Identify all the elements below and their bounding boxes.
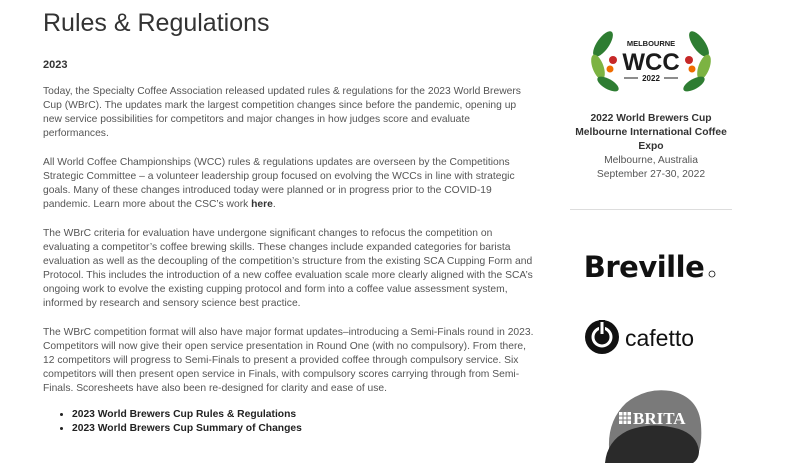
summary-of-changes-link[interactable]: • 2023 World Brewers Cup Summary of Changes (72, 422, 535, 436)
breville-logo[interactable] (570, 247, 732, 292)
brita-logo[interactable] (570, 385, 732, 470)
brita-wordmark: BRITA (633, 409, 686, 428)
paragraph-csc (43, 156, 535, 212)
paragraph-format: The WBrC competition format will also have major format updates–introducing a Semi-Finals round in 2023. Competitors will now give their open service presentation in Round One (with no compulsory). From there, 12 competitors will progress to Semi-Finals to present a provided coffee through compulsory service. Six competitors will then present open service in Finals, with compulsory scores carrying through from Semi-Finals. Scoresheets have also been re-designed for clarity and ease of use. (43, 327, 534, 394)
logo-wordmark: WCC (622, 49, 680, 76)
registered-mark-icon (709, 271, 715, 277)
paragraph-csc-text: All World Coffee Championships (WCC) rules & regulations updates are overseen by the Competitions Strategic Committee – a volunteer leadership group focused on evolving the WCCs in line with strategic goals. Many of these changes introduced today were planned or in progress prior to the COVID-19 pandemic. Learn more about the CSC’s work (43, 157, 515, 210)
coffee-cherry-icon (607, 66, 614, 73)
coffee-cherry-icon (609, 56, 617, 64)
cafetto-logo[interactable] (570, 316, 732, 363)
sidebar (570, 0, 732, 470)
logo-city: MELBOURNE (626, 39, 676, 48)
page-title: Rules & Regulations (43, 9, 270, 37)
year-heading: 2023 (43, 59, 68, 71)
event-venue: Melbourne International Coffee Expo (575, 127, 727, 152)
leaf-icon (588, 53, 607, 81)
cafetto-wordmark: cafetto (625, 325, 695, 351)
paragraph-criteria: The WBrC criteria for evaluation have undergone significant changes to refocus the competition on evaluating a competitor’s coffee brewing skills. These changes include expanded categories for barista evaluation as well as the decoupling of the competition’s structure from the existing SCA Cupping Form and Protocol. This includes the introduction of a new coffee evaluation scale more clearly aligned with the SCA’s ongoing work to evolve the existing cupping protocol and form into a coffee value assessment system, informed by research and sensory science best practice. (43, 228, 533, 309)
breville-wordmark: Breville (583, 250, 705, 284)
event-location: Melbourne, Australia (604, 155, 698, 166)
sidebar-divider (570, 209, 732, 210)
leaf-icon (694, 53, 713, 81)
main-content (43, 0, 535, 436)
event-title: 2022 World Brewers Cup (590, 113, 712, 124)
brita-grid-icon (619, 412, 631, 424)
rules-regulations-link[interactable]: • 2023 World Brewers Cup Rules & Regulations (72, 408, 535, 422)
event-dates: September 27-30, 2022 (596, 169, 706, 180)
wcc-logo-graphic (586, 22, 716, 98)
wcc-logo (586, 22, 716, 98)
coffee-cherry-icon (689, 66, 696, 73)
csc-here-link[interactable]: here (251, 199, 273, 210)
logo-year: 2022 (642, 74, 660, 83)
paragraph-intro: Today, the Specialty Coffee Association released updated rules & regulations for the 2023 World Brewers Cup (WBrC). The updates mark the largest competition changes since before the pandemic, opening up new service possibilities for competitors and major changes in how judges score and evaluate performances. (43, 86, 521, 139)
paragraph-csc-end: . (272, 199, 276, 210)
coffee-cherry-icon (685, 56, 693, 64)
document-links (43, 408, 535, 436)
event-info (570, 112, 732, 182)
